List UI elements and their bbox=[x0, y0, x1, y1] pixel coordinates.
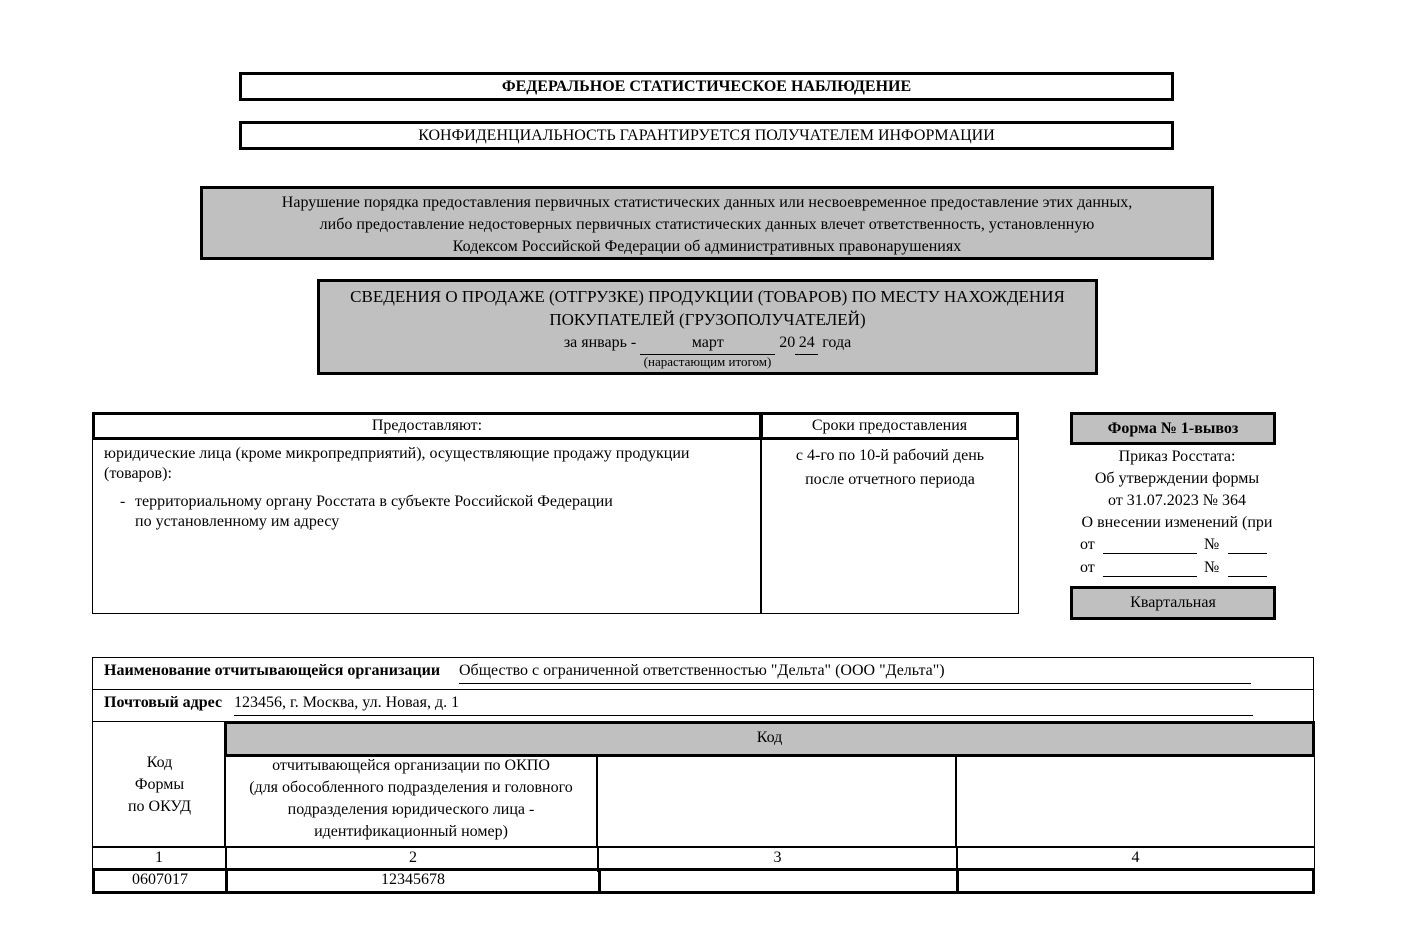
column-number-row bbox=[92, 846, 1315, 870]
amendment-row bbox=[1062, 557, 1292, 580]
postal-address-field[interactable]: 123456, г. Москва, ул. Новая, д. 1 bbox=[234, 694, 1253, 716]
amendment-row bbox=[1062, 534, 1292, 557]
period-prefix: за январь - bbox=[563, 334, 637, 351]
column-number: 4 bbox=[1131, 849, 1140, 866]
code-header: Код bbox=[224, 721, 1315, 757]
deadlines-header: Сроки предоставления bbox=[760, 412, 1019, 440]
report-title-line: СВЕДЕНИЯ О ПРОДАЖЕ (ОТГРУЗКЕ) ПРОДУКЦИИ (ТОВАРОВ) ПО МЕСТУ НАХОЖДЕНИЯ bbox=[350, 287, 1065, 306]
postal-address-label: Почтовый адрес bbox=[104, 694, 223, 711]
okud-line: по ОКУД bbox=[127, 798, 192, 815]
ot-label: от bbox=[1080, 559, 1095, 576]
ot-label: от bbox=[1080, 536, 1095, 553]
report-title-line: ПОКУПАТЕЛЕЙ (ГРУЗОПОЛУЧАТЕЛЕЙ) bbox=[549, 310, 866, 329]
amendment-number-field[interactable] bbox=[1228, 534, 1267, 554]
code-values-row bbox=[92, 868, 1315, 894]
column-3-header-cell bbox=[596, 755, 957, 848]
column-divider bbox=[956, 868, 959, 894]
amendment-number-field[interactable] bbox=[1228, 557, 1267, 577]
list-dash: - bbox=[120, 493, 126, 510]
okpo-line: (для обособленного подразделения и головного bbox=[249, 779, 573, 796]
column-number: 2 bbox=[409, 849, 417, 866]
okpo-header-cell bbox=[224, 755, 598, 848]
providers-item-line: территориальному органу Росстата в субъекте Российской Федерации bbox=[135, 493, 613, 510]
deadline-line: после отчетного периода bbox=[805, 471, 975, 488]
okpo-line: отчитывающейся организации по ОКПО bbox=[272, 757, 550, 774]
warning-line: либо предоставление недостоверных первичных статистических данных влечет ответственность, установленную bbox=[319, 216, 1095, 233]
periodicity-badge: Квартальная bbox=[1070, 586, 1276, 620]
period-year-field[interactable]: 24 bbox=[795, 331, 818, 355]
order-line: О внесении изменений (при bbox=[1081, 514, 1273, 531]
number-label: № bbox=[1204, 559, 1220, 576]
providers-column-divider bbox=[760, 438, 762, 614]
column-number: 1 bbox=[155, 849, 163, 866]
column-4-header-cell bbox=[955, 755, 1315, 848]
rosstat-order bbox=[1062, 446, 1292, 580]
warning-line: Кодексом Российской Федерации об административных правонарушениях bbox=[452, 238, 962, 255]
organization-name-row bbox=[92, 657, 1314, 690]
number-label: № bbox=[1204, 536, 1220, 553]
amendment-date-field[interactable] bbox=[1103, 557, 1197, 577]
amendment-date-field[interactable] bbox=[1103, 534, 1197, 554]
providers-description bbox=[104, 444, 754, 484]
report-period bbox=[320, 331, 1095, 355]
okpo-line: идентификационный номер) bbox=[314, 823, 508, 840]
column-number: 3 bbox=[773, 849, 782, 866]
deadline-description bbox=[765, 444, 1015, 492]
okpo-line: подразделения юридического лица - bbox=[287, 801, 535, 818]
confidentiality-title: КОНФИДЕНЦИАЛЬНОСТЬ ГАРАНТИРУЕТСЯ ПОЛУЧАТЕЛЕМ ИНФОРМАЦИИ bbox=[239, 121, 1174, 150]
cumulative-note: (нарастающим итогом) bbox=[643, 354, 772, 369]
warning-line: Нарушение порядка предоставления первичных статистических данных или несвоевременное предоставление этих данных, bbox=[281, 194, 1133, 211]
okud-line: Код bbox=[146, 754, 173, 771]
liability-warning bbox=[200, 186, 1214, 260]
year-prefix: 20 bbox=[779, 334, 796, 351]
report-title-box bbox=[317, 279, 1098, 375]
providers-item-line: по установленному им адресу bbox=[135, 513, 340, 530]
providers-header: Предоставляют: bbox=[92, 412, 762, 440]
deadline-line: с 4-го по 10-й рабочий день bbox=[795, 447, 985, 464]
year-word: года bbox=[822, 334, 852, 351]
okud-code-field[interactable]: 0607017 bbox=[132, 871, 188, 888]
okud-line: Формы bbox=[134, 776, 185, 793]
organization-name-label: Наименование отчитывающейся организации bbox=[104, 662, 441, 679]
postal-address-row bbox=[92, 689, 1314, 721]
providers-line: (товаров): bbox=[104, 465, 172, 482]
order-line: Об утверждении формы bbox=[1094, 470, 1260, 487]
organization-name-field[interactable]: Общество с ограниченной ответственностью "Дельта" (ООО "Дельта") bbox=[459, 662, 1251, 684]
column-divider bbox=[598, 868, 601, 894]
okud-header-cell bbox=[92, 721, 226, 848]
providers-line: юридические лица (кроме микропредприятий), осуществляющие продажу продукции bbox=[104, 445, 690, 462]
period-month-field[interactable]: март bbox=[640, 331, 775, 355]
okpo-code-field[interactable]: 12345678 bbox=[381, 871, 445, 888]
order-line: от 31.07.2023 № 364 bbox=[1107, 492, 1247, 509]
order-line: Приказ Росстата: bbox=[1118, 448, 1236, 465]
form-number: Форма № 1-вывоз bbox=[1070, 412, 1276, 445]
federal-observation-title: ФЕДЕРАЛЬНОЕ СТАТИСТИЧЕСКОЕ НАБЛЮДЕНИЕ bbox=[239, 72, 1174, 101]
providers-list-item bbox=[120, 492, 740, 532]
